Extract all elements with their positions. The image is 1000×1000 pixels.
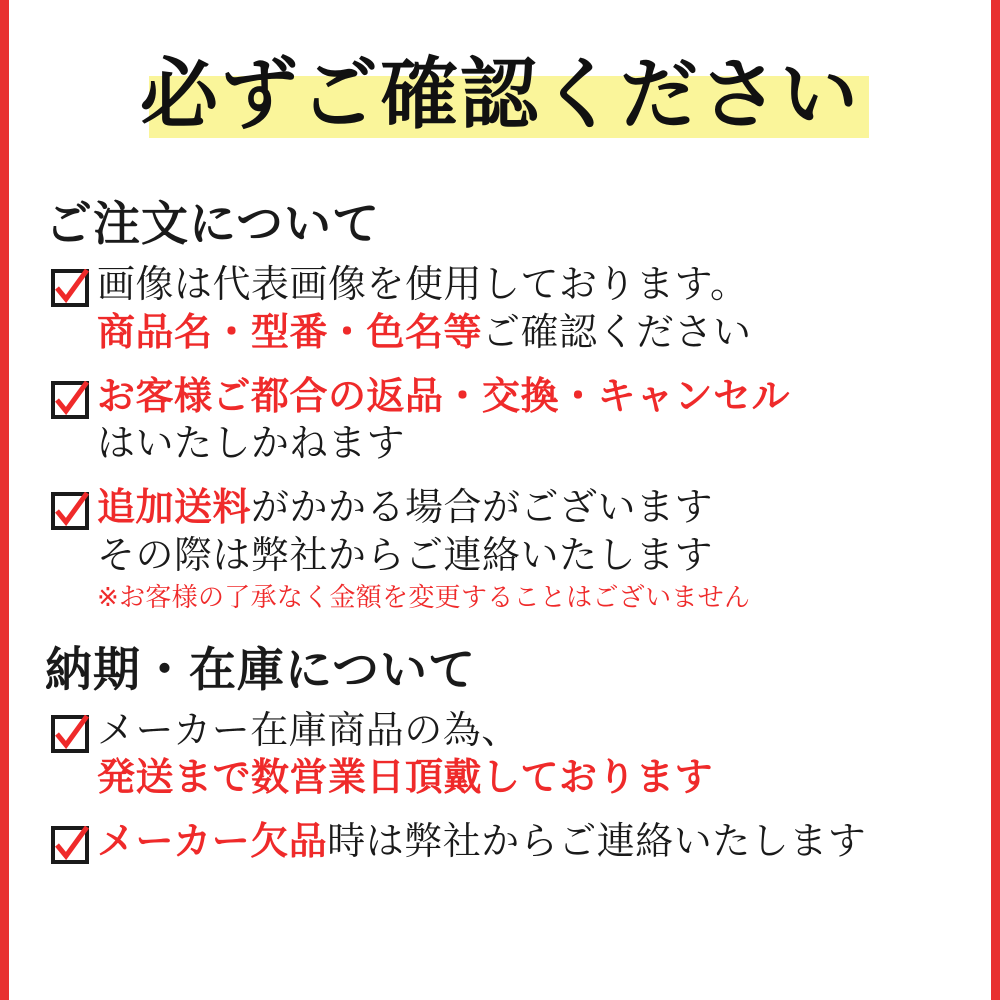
page-title: 必ずご確認ください bbox=[139, 50, 860, 140]
section-heading-delivery: 納期・在庫について bbox=[45, 642, 477, 698]
section-heading-orders: ご注文について bbox=[45, 197, 381, 252]
text-segment-red: 追加送料 bbox=[97, 485, 252, 530]
footnote: ※お客様の了承なく金額を変更することはございません bbox=[97, 583, 751, 613]
page-title-area bbox=[9, 34, 991, 144]
text-line: お客様ご都合の返品・交換・キャンセル bbox=[97, 373, 791, 418]
text-segment-red: 商品名・型番・色名等 bbox=[97, 309, 483, 354]
checkbox-icon bbox=[51, 381, 89, 419]
text-line: 発送まで数営業日頂戴しております bbox=[97, 755, 714, 800]
text-segment-black: ご確認ください bbox=[482, 309, 752, 354]
text-segment-black: がかかる場合がございます bbox=[251, 485, 714, 530]
list-item-text bbox=[97, 818, 991, 866]
list-item-text bbox=[97, 707, 991, 803]
list-item-text bbox=[97, 373, 991, 469]
text-line: メーカー在庫商品の為、 bbox=[97, 707, 520, 752]
text-line bbox=[97, 484, 991, 532]
text-segment-black: 時は弊社からご連絡いたします bbox=[327, 819, 867, 864]
list-item bbox=[51, 484, 991, 616]
list-item bbox=[51, 373, 991, 469]
text-line bbox=[97, 309, 991, 357]
text-line: はいたしかねます bbox=[97, 421, 406, 466]
text-line: その際は弊社からご連絡いたします bbox=[97, 533, 714, 578]
list-item bbox=[51, 707, 991, 803]
text-line: 画像は代表画像を使用しております。 bbox=[97, 261, 749, 306]
text-line bbox=[97, 818, 991, 866]
checkbox-icon bbox=[51, 715, 89, 753]
text-segment-red: メーカー欠品 bbox=[97, 819, 328, 864]
list-item bbox=[51, 818, 991, 866]
list-item-text bbox=[97, 484, 991, 616]
notice-content bbox=[9, 0, 991, 1000]
checkbox-icon bbox=[51, 269, 89, 307]
list-item-text bbox=[97, 261, 991, 357]
checkbox-icon bbox=[51, 826, 89, 864]
list-item bbox=[51, 261, 991, 357]
checkbox-icon bbox=[51, 492, 89, 530]
